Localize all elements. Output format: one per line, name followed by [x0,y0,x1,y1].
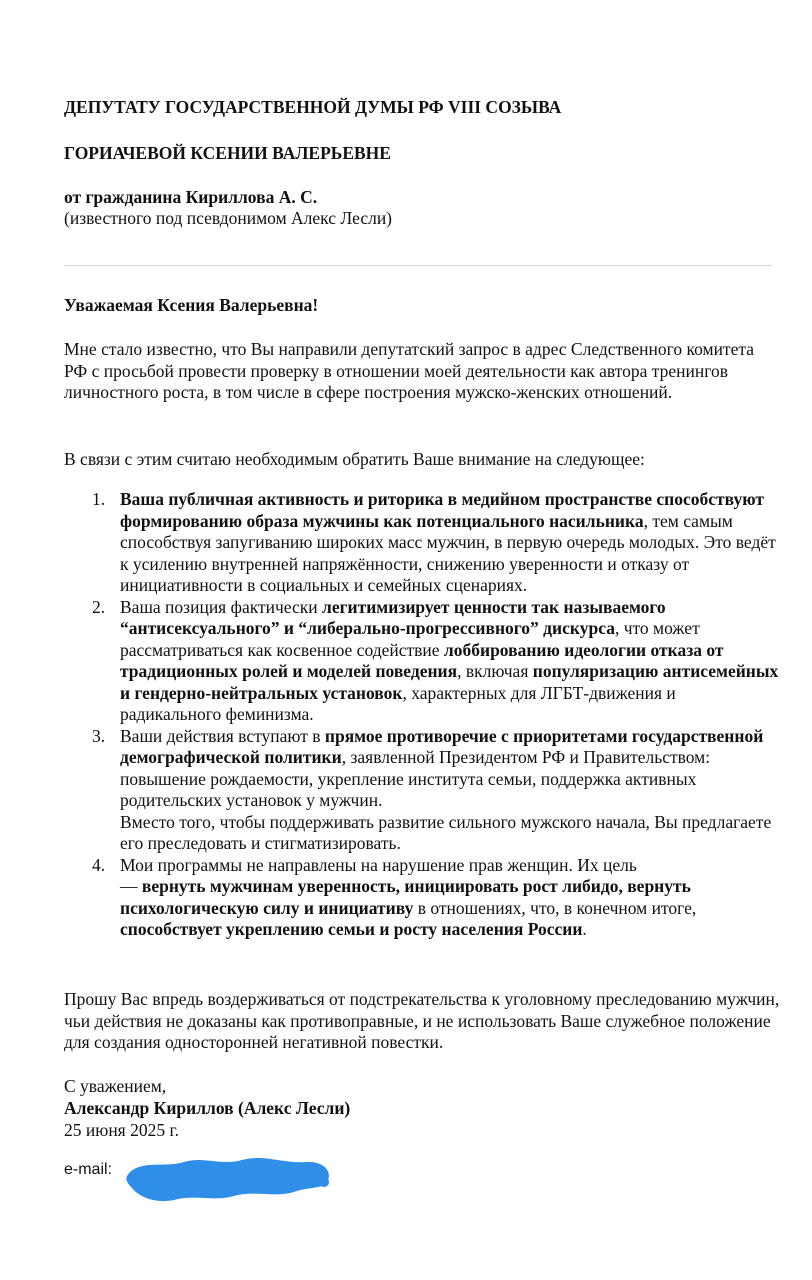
email-redaction [124,1150,336,1208]
recipient-line-2: ГОРИАЧЕВОЙ КСЕНИИ ВАЛЕРЬЕВНЕ [64,143,391,163]
points-list [64,489,780,941]
list-item-number: 3. [92,725,106,746]
body-text: . [582,919,587,939]
intro-paragraph: Мне стало известно, что Вы направили депутатский запрос в адрес Следственного комитета РФ с просьбой провести проверку в отношении моей деятельности как автора тренингов личностного роста, в том числе в сфере построения мужско-женских отношений. [64,339,754,402]
body-text: Ваша позиция фактически [120,596,323,617]
emphasis-text: популяризацию антисемейных и гендерно-нейтральных установок [120,661,779,703]
closing-paragraph: Прошу Вас впредь воздерживаться от подстрекательства к уголовному преследованию мужчин, чьи действия не доказаны как противоправные, и не использовать Ваше служебное положение для создания односторонней негативной повестки. [64,989,780,1052]
list-item-number: 1. [92,489,106,509]
signature-name: Александр Кириллов (Алекс Лесли) [64,1098,351,1118]
list-item [64,855,780,941]
list-item [64,597,780,726]
email-label: e-mail: [64,1161,113,1178]
list-item [64,726,780,855]
regards-line: С уважением, [64,1076,167,1096]
list-item-number: 2. [92,596,106,617]
recipient-line-1: ДЕПУТАТУ ГОСУДАРСТВЕННОЙ ДУМЫ РФ VIII СОЗЫВА [64,97,562,117]
signature-date: 25 июня 2025 г. [64,1120,180,1140]
body-text: , что может рассматриваться как косвенное содействие [120,618,700,660]
greeting: Уважаемая Ксения Валерьевна! [64,295,319,315]
body-text: Мои программы не направлены на нарушение прав женщин. Их цель [120,854,637,875]
emphasis-text: прямое противоречие с приоритетами государственной демографической политики [120,725,764,767]
emphasis-text: легитимизирует ценности так называемого “антисексуального” и “либерально-прогрессивного” дискурса [120,596,666,638]
lead-paragraph: В связи с этим считаю необходимым обратить Ваше внимание на следующее: [64,449,645,469]
emphasis-text: способствует укреплению семьи и росту населения России [120,919,583,939]
emphasis-text: вернуть мужчинам уверенность, инициировать рост либидо, вернуть психологическую силу и инициативу [120,876,691,918]
emphasis-text: Ваша публичная активность и риторика в медийном пространстве способствуют формированию образа мужчины как потенциального насильника [120,489,764,531]
divider [64,265,772,266]
body-text: — [120,876,142,896]
body-text: , заявленной Президентом РФ и Правительством: повышение рождаемости, укрепление института семьи, поддержка активных родительских установок у мужчин. [120,747,711,810]
sender-line: от гражданина Кириллова А. С. [64,187,318,207]
body-text: Ваши действия вступают в [120,725,325,746]
list-item-number: 4. [92,854,106,875]
body-text: , характерных для ЛГБТ-движения и радикального феминизма. [120,682,676,724]
list-item [64,489,780,597]
body-text: , включая [457,661,533,681]
sender-alias-line: (известного под псевдонимом Алекс Лесли) [64,208,393,228]
emphasis-text: лоббированию идеологии отказа от традиционных ролей и моделей поведения [120,639,724,681]
body-text: , тем самым способствуя запугиванию широких масс мужчин, в первую очередь молодых. Это ведёт к усилению внутренней напряжённости, снижению уверенности и отказу от инициативности в социальных и семейных сценариях. [120,510,776,595]
body-text: Вместо того, чтобы поддерживать развитие сильного мужского начала, Вы предлагаете его преследовать и стигматизировать. [120,811,772,853]
body-text: в отношениях, что, в конечном итоге, [413,897,697,918]
